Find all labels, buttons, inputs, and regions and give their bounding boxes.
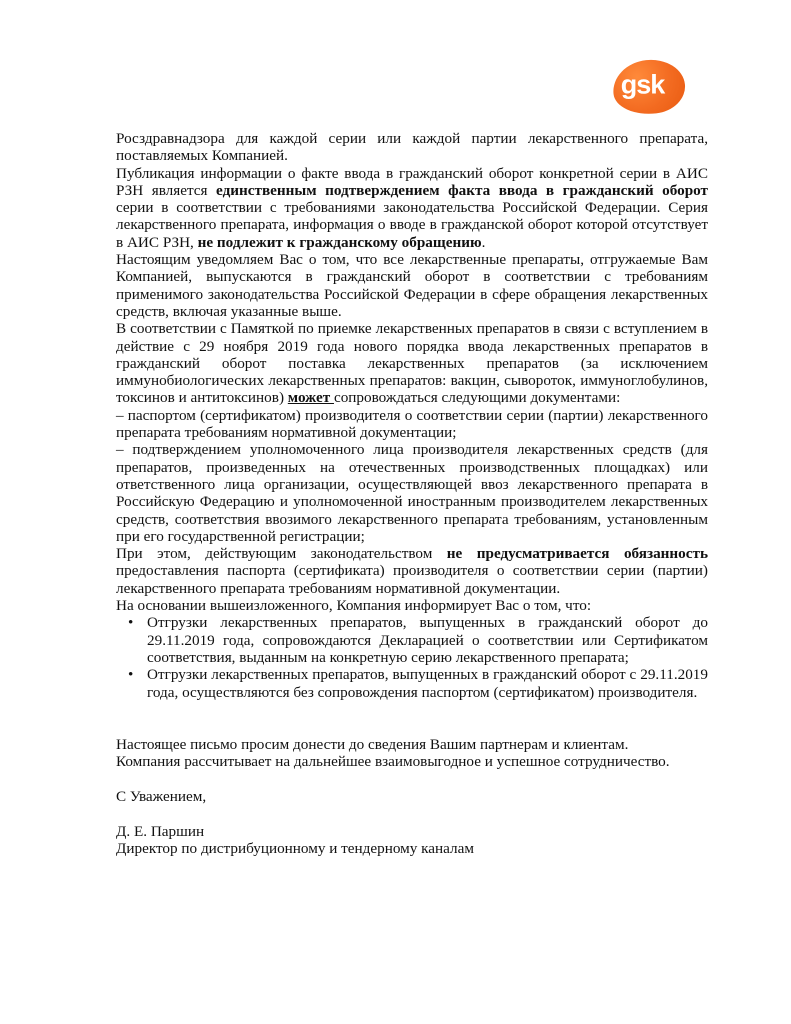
p7-bold-no-obligation: не предусматривается обязанность — [446, 545, 708, 563]
p2-bold-confirmation: единственным подтверждением факта ввода в гражданский оборот — [216, 181, 708, 199]
p2-bold-not-subject: не подлежит к гражданскому обращению — [197, 233, 482, 251]
paragraph-no-obligation — [116, 545, 708, 597]
list-item: • Отгрузки лекарственных препаратов, выпущенных в гражданский оборот до 29.11.2019 года, сопровождаются Декларацией о соответствии или Сертификатом соответствия, выданным на конкретную серию лекарственного препарата; — [116, 614, 708, 666]
p7-text-a: При этом, действующим законодательством — [116, 545, 447, 563]
p2-text-a: Публикация информации о факте ввода в гражданский оборот конкретной серии в АИС РЗН является — [116, 164, 708, 199]
p2-text-e: . — [481, 233, 486, 251]
p7-text-c: предоставления паспорта (сертификата) производителя о соответствии серии (партии) лекарственного препарата требованиям нормативной документации. — [116, 562, 708, 597]
gsk-logo — [610, 56, 687, 117]
shipment-list — [116, 614, 708, 700]
p4-underlined-may: может — [287, 389, 334, 407]
salutation: С Уважением, — [116, 788, 207, 806]
paragraph-therefore: На основании вышеизложенного, Компания информирует Вас о том, что: — [116, 597, 592, 615]
paragraph-publication — [116, 165, 708, 251]
letter-body — [116, 130, 708, 857]
p4-text-c: сопровождаться следующими документами: — [333, 389, 621, 407]
closing-line-2: Компания рассчитывает на дальнейшее взаимовыгодное и успешное сотрудничество. — [116, 753, 670, 771]
paragraph-confirmation-item: – подтверждением уполномоченного лица производителя лекарственных средств (для препаратов, произведенных на отечественных производственных площадках) или ответственного лица организации, осуществляющей ввоз лекарственного препарата в Российскую Федерацию и уполномоченной иностранным производителем лекарственных средств, соответствия ввозимого лекарственного препарата требованиям, установленным при его государственной регистрации; — [116, 441, 708, 545]
paragraph-passport-item: – паспортом (сертификатом) производителя о соответствии серии (партии) лекарственного препарата требованиям нормативной документации; — [116, 406, 708, 442]
paragraph-notification: Настоящим уведомляем Вас о том, что все лекарственные препараты, отгружаемые Вам Компанией, выпускаются в гражданский оборот в соответствии с требованиям применимого законодательства Российской Федерации в сфере обращения лекарственных средств, включая указанные выше. — [116, 251, 708, 320]
p2-text-c: серии в соответствии с требованиями законодательства Российской Федерации. Серия лекарственного препарата, информация о вводе в гражданской оборот которой отсутствует в АИС РЗН, — [116, 199, 708, 251]
paragraph-rzn-series: Росздравнадзора для каждой серии или каждой партии лекарственного препарата, поставляемых Компанией. — [116, 130, 708, 165]
signer-title: Директор по дистрибуционному и тендерному каналам — [116, 839, 474, 857]
signer-name: Д. Е. Паршин — [116, 822, 205, 840]
closing-line-1: Настоящее письмо просим донести до сведения Вашим партнерам и клиентам. — [116, 735, 629, 753]
list-item: • Отгрузки лекарственных препаратов, выпущенных в гражданский оборот с 29.11.2019 года, осуществляются без сопровождения паспортом (сертификатом) производителя. — [116, 666, 708, 701]
gsk-logo-text: gsk — [620, 69, 665, 100]
p4-text-a: В соответствии с Памяткой по приемке лекарственных препаратов в связи с вступлением в действие с 29 ноября 2019 года нового порядка ввода лекарственных препаратов в гражданский оборот поставка лекарственных препаратов (за исключением иммунобиологических лекарственных препаратов: вакцин, сывороток, иммуноглобулинов, токсинов и антитоксинов) — [116, 320, 708, 407]
paragraph-memo — [116, 320, 708, 406]
